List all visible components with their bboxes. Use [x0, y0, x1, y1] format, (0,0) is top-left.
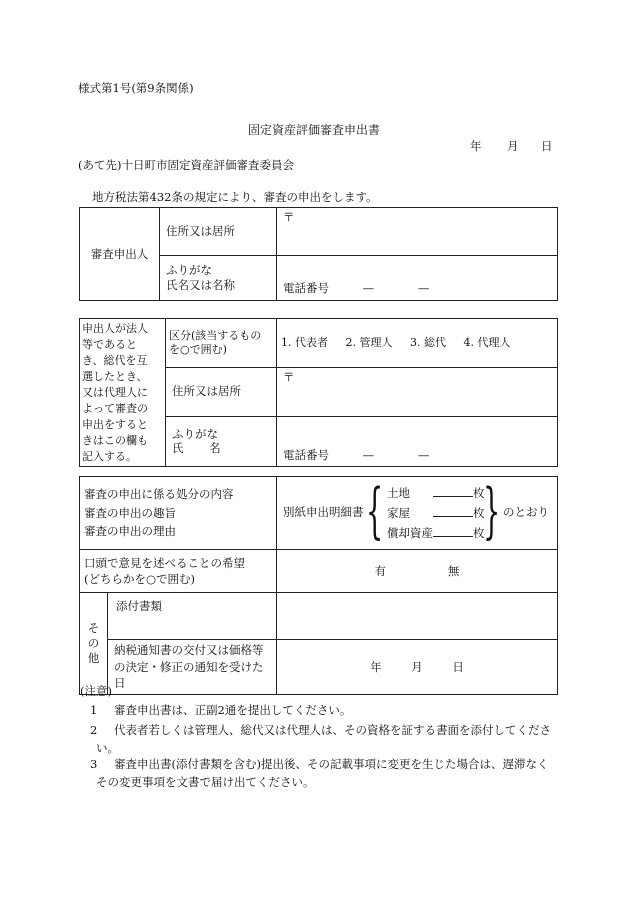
representative-label: 申出人が法人 等であると き、総代を互 選したとき、 又は代理人に よって審査の 申出をすると きはこの欄も 記入する。: [80, 319, 166, 467]
postal-mark: 〒: [283, 369, 295, 384]
rep-name-field[interactable]: [277, 416, 558, 467]
brace-right: }: [483, 476, 501, 546]
rep-address-field[interactable]: [277, 367, 558, 416]
notes-heading: (注意): [80, 684, 112, 698]
hearing-yes[interactable]: 有: [374, 563, 387, 578]
applicant-address-label: 住所又は居所: [160, 208, 277, 256]
notice-day: 日: [452, 659, 464, 674]
rep-phone-label: 電話番号: [283, 447, 329, 462]
rep-furigana-label: ふりがな: [172, 426, 218, 441]
details-table: [79, 476, 558, 695]
hearing-label: 口頭で意見を述べることの希望 (どちらかを○で囲む): [80, 550, 277, 593]
applicant-name-label: 氏名又は名称: [166, 278, 235, 292]
note-item: 1 審査申出書は、正副2通を提出してください。: [90, 703, 352, 717]
option-representative[interactable]: 1. 代表者: [281, 335, 328, 349]
date-day-label: 日: [541, 139, 553, 153]
applicant-name-field[interactable]: [277, 256, 558, 301]
disposition-items: [80, 477, 277, 550]
brace-left: {: [366, 476, 384, 546]
phone-dash: —: [362, 281, 375, 296]
form-number: 様式第1号(第9条関係): [78, 81, 194, 95]
intro-text: 地方税法第432条の規定により、審査の申出をします。: [92, 190, 378, 204]
representative-table: [79, 318, 558, 467]
sheet-label: 別紙申出明細書: [283, 505, 364, 519]
hearing-no[interactable]: 無: [447, 563, 460, 578]
hearing-options: [277, 550, 558, 593]
category-label: 区分(該当するもの を○で囲む): [166, 319, 277, 368]
asset-land: 土地 枚: [387, 486, 485, 500]
item-reason: 審査の申出の理由: [84, 524, 176, 539]
asset-house: 家屋 枚: [387, 506, 485, 520]
note-item: 2 代表者若しくは管理人、総代又は代理人は、その資格を証する書面を添付してくださ い。: [90, 723, 551, 755]
item-purpose: 審査の申出の趣旨: [84, 505, 176, 520]
applicant-phone-label: 電話番号: [283, 281, 329, 296]
page-title: 固定資産評価審査申出書: [248, 123, 381, 137]
rep-phone-row: [283, 448, 429, 463]
option-manager[interactable]: 2. 管理人: [345, 335, 393, 349]
option-agent[interactable]: 4. 代理人: [463, 335, 511, 349]
date-year-label: 年: [470, 139, 482, 153]
applicant-phone-row: [283, 281, 429, 296]
notice-month: 月: [411, 659, 423, 674]
applicant-table: [79, 207, 558, 301]
notice-year: 年: [370, 659, 382, 674]
note-item: 3 審査申出書(添付書類を含む)提出後、その記載事項に変更を生じた場合は、遅滞なく その変更事項を文書で届け出てください。: [90, 757, 549, 789]
asset-sheet-cell: [277, 477, 558, 550]
rep-address-label: 住所又は居所: [166, 367, 277, 416]
asset-depreciable: 償却資産 枚: [387, 526, 485, 540]
notice-label: 納税通知書の交付又は価格等 の決定・修正の通知を受けた日: [108, 640, 277, 695]
suffix-text: のとおり: [503, 505, 549, 519]
postal-mark: 〒: [283, 210, 295, 224]
notice-date-field[interactable]: [277, 640, 558, 695]
attachments-label: 添付書類: [108, 593, 277, 640]
attachments-field[interactable]: [277, 593, 558, 640]
phone-dash: —: [362, 447, 375, 462]
addressee: (あて先)十日町市固定資産評価審査委員会: [78, 158, 294, 172]
applicant-label: 審査申出人: [80, 208, 160, 301]
phone-dash: —: [417, 281, 430, 296]
phone-dash: —: [417, 447, 430, 462]
item-disposition: 審査の申出に係る処分の内容: [84, 486, 234, 501]
applicant-address-field[interactable]: [277, 208, 558, 256]
category-options: [277, 319, 558, 368]
option-delegate[interactable]: 3. 総代: [410, 335, 446, 349]
date-month-label: 月: [507, 139, 519, 153]
applicant-furigana-label: ふりがな: [166, 263, 212, 278]
other-label: そ の 他: [80, 593, 108, 695]
asset-list: [387, 483, 485, 543]
rep-name-label: 氏 名: [172, 441, 221, 456]
